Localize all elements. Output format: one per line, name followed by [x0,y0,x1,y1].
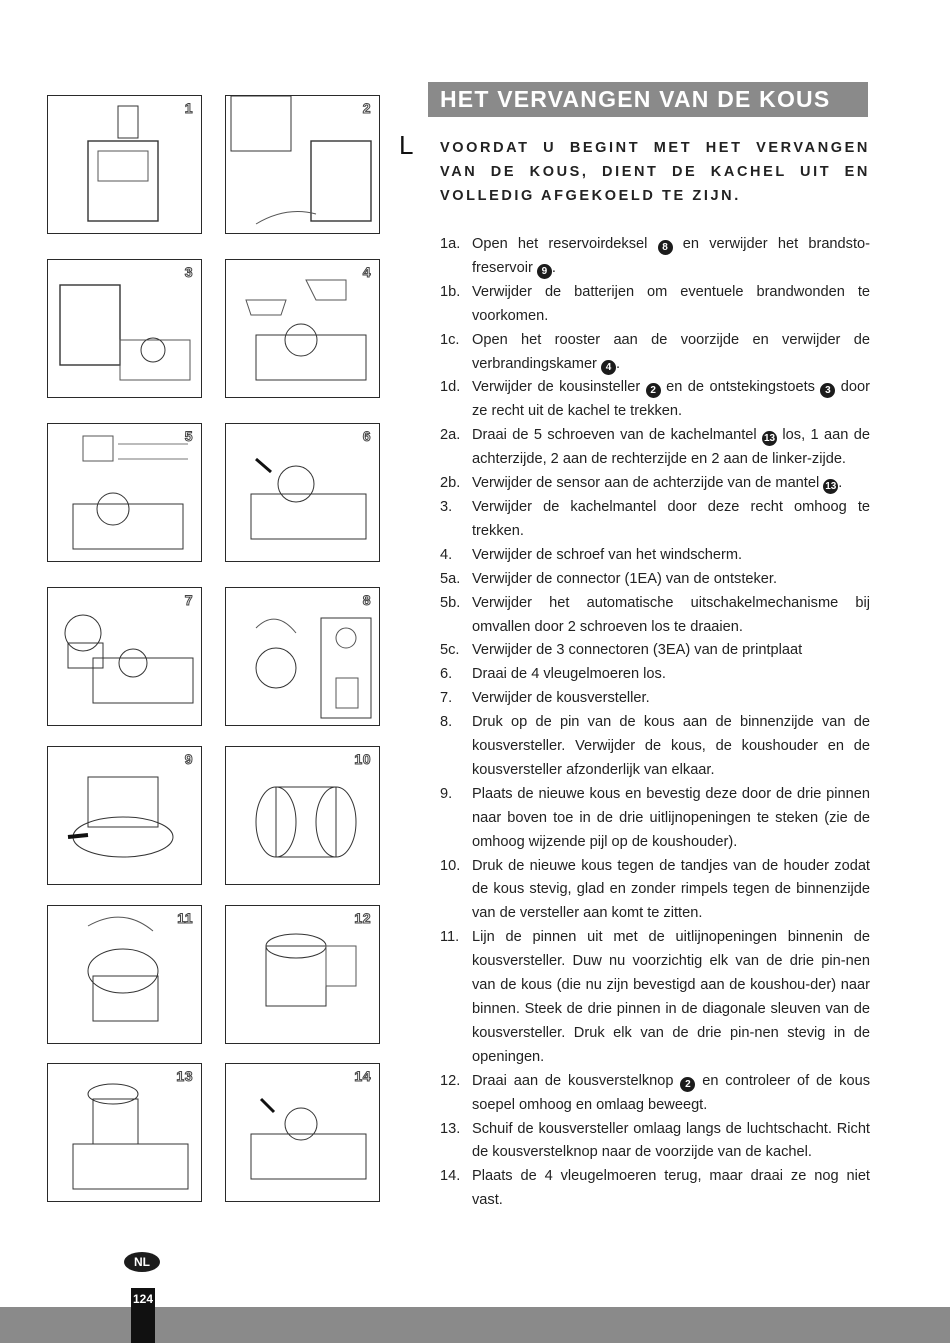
figure-number: 5 [184,428,193,444]
figure-number: 7 [184,592,193,608]
step-list [440,233,870,1213]
step-text: Lijn de pinnen uit met de uitlijnopeningen binnenin de kousversteller. Duw nu voorzichtig elk van de drie pin-nen van de kous (die nu zijn bevestigd aan de koushou-der) naar binnen. Steek de drie pinnen in de diagonale sleuven van de kousversteller. Druk elk van de drie pin-nen stevig in de openingen. [472,929,870,1065]
step-text: Druk op de pin van de kous aan de binnenzijde van de kousversteller. Verwijder de kous, de koushouder en de kousversteller afzonderlijk van elkaar. [472,714,870,778]
step-text: Open het reservoirdeksel [472,236,658,252]
instruction-figure [47,423,202,562]
step-text: los, 1 aan de achterzijde, 2 aan de rechterzijde en 2 aan de linker-zijde. [472,427,870,468]
step-label: 5c. [440,642,460,659]
step-item [440,376,870,424]
step-label: 4. [440,546,453,563]
part-number-badge: 8 [658,240,673,255]
step-item [440,663,870,687]
instruction-figure [225,423,380,562]
step-text: Draai de 5 schroeven van de kachelmantel [472,427,763,444]
step-label: 13. [440,1120,461,1137]
step-item [440,329,870,377]
step-item [440,711,870,783]
step-label: 1c. [440,331,460,348]
step-label: 11. [440,929,460,946]
section-letter: L [399,130,414,160]
warning-text: VOORDAT U BEGINT MET HET VERVANGEN VAN DE KOUS, DIENT DE KACHEL UIT EN VOLLEDIG AFGEKOELD TE ZIJN. [440,140,870,204]
instruction-figure [47,746,202,885]
step-item [440,568,870,592]
step-text: Verwijder de batterijen om eventuele brandwonden te voorkomen. [472,283,870,324]
step-text: Draai de 4 vleugelmoeren los. [472,666,666,683]
instruction-figure [47,905,202,1044]
step-text: Verwijder het automatische uitschakelmechanisme bij omvallen door 2 schroeven los te draaien. [472,594,870,635]
instruction-figure [225,259,380,398]
figure-drawing [226,96,380,234]
figure-number: 13 [176,1068,193,1084]
part-number-badge: 3 [820,383,835,398]
step-text: . [838,475,843,492]
figure-number: 12 [354,910,371,926]
step-text: Plaats de 4 vleugelmoeren terug, maar draai ze nog niet vast. [472,1168,870,1209]
step-text: Verwijder de kousinsteller [472,379,646,396]
figure-drawing [48,906,202,1044]
step-text: . [551,259,556,276]
step-label: 1a. [440,236,461,252]
step-item [440,472,870,496]
figure-number: 4 [362,264,371,280]
step-text: Verwijder de connector (1EA) van de ontsteker. [472,570,778,587]
step-label: 2b. [440,475,461,492]
step-item [440,592,870,640]
step-label: 6. [440,666,453,683]
part-number-badge: 4 [601,360,616,375]
step-label: 7. [440,690,453,707]
instruction-figure [225,746,380,885]
step-label: 1b. [440,283,461,300]
step-item [440,639,870,663]
instruction-figure [225,1063,380,1202]
step-label: 1d. [440,379,461,396]
figure-drawing [48,1064,202,1202]
step-text: en de ontstekingstoets [660,379,821,396]
figure-drawing [226,260,380,398]
step-item [440,233,870,281]
instruction-figure [47,259,202,398]
figure-drawing [48,96,202,234]
step-text: Verwijder de kousversteller. [472,690,650,707]
language-badge: NL [124,1252,160,1272]
step-text: Draai aan de kousverstelknop [472,1072,681,1089]
step-label: 3. [440,498,453,515]
step-item [440,1118,870,1166]
figure-number: 11 [177,910,193,926]
figure-drawing [226,747,380,885]
figure-number: 9 [184,751,193,767]
figure-drawing [48,588,202,726]
step-text: Open het rooster aan de voorzijde en verwijder de verbrandingskamer [472,331,870,372]
step-text: en verwijder het brandsto-freservoir [472,236,870,276]
step-item [440,1165,870,1213]
figure-number: 2 [362,100,371,116]
figure-number: 14 [354,1068,371,1084]
instruction-figure [47,587,202,726]
figure-drawing [226,588,380,726]
figure-number: 8 [362,592,371,608]
instruction-figure [225,95,380,234]
instruction-figure [225,587,380,726]
figure-drawing [226,1064,380,1202]
step-item [440,855,870,927]
step-label: 8. [440,714,453,731]
instruction-figure [47,95,202,234]
step-label: 5a. [440,570,461,587]
step-item [440,281,870,329]
part-number-badge: 9 [537,264,552,279]
step-text: en controleer of de kous soepel omhoog en omlaag beweegt. [472,1072,870,1113]
step-item [440,783,870,855]
step-text: Plaats de nieuwe kous en bevestig deze door de drie pinnen naar boven toe in de drie uitlijnopeningen te steken (zie de omhoog wijzende pijl op de koushouder). [472,785,870,850]
page-title: HET VERVANGEN VAN DE KOUS [428,82,868,117]
instruction-figure [47,1063,202,1202]
figure-number: 10 [354,751,371,767]
figure-number: 1 [184,100,193,116]
step-item [440,496,870,544]
step-text: door ze recht uit de kachel te trekken. [472,379,871,420]
step-text: Verwijder de kachelmantel door deze recht omhoog te trekken. [472,498,870,539]
step-item [440,1070,870,1118]
part-number-badge: 2 [680,1077,695,1092]
step-text: Verwijder de sensor aan de achterzijde van de mantel [472,475,824,492]
step-label: 14. [440,1168,461,1185]
figure-drawing [48,260,202,398]
page-number: 124 [131,1288,155,1343]
figure-drawing [48,747,202,885]
step-item [440,687,870,711]
step-label: 12. [440,1072,461,1089]
step-text: Verwijder de 3 connectoren (3EA) van de printplaat [472,642,803,659]
part-number-badge: 13 [825,481,837,493]
step-text: Druk de nieuwe kous tegen de tandjes van de houder zodat de kous stevig, glad en zonder rimpels tegen de binnenzijde van de versteller aan komt te zitten. [472,857,870,922]
step-text: Verwijder de schroef van het windscherm. [472,546,743,563]
step-label: 9. [440,785,453,802]
step-label: 10. [440,857,461,874]
figure-drawing [48,424,202,562]
step-item [440,544,870,568]
step-label: 2a. [440,427,461,444]
instruction-figure [225,905,380,1044]
step-text: . [615,355,621,372]
step-item [440,424,870,472]
figure-drawing [226,424,380,562]
part-number-badge: 2 [646,383,661,398]
step-text: Schuif de kousversteller omlaag langs de luchtschacht. Richt de kousverstelknop naar de voorzijde van de kachel. [472,1120,870,1161]
step-label: 5b. [440,594,461,611]
figure-number: 3 [184,264,193,280]
figure-drawing [226,906,380,1044]
part-number-badge: 13 [763,433,776,445]
figure-number: 6 [362,428,371,444]
step-item [440,926,870,1069]
